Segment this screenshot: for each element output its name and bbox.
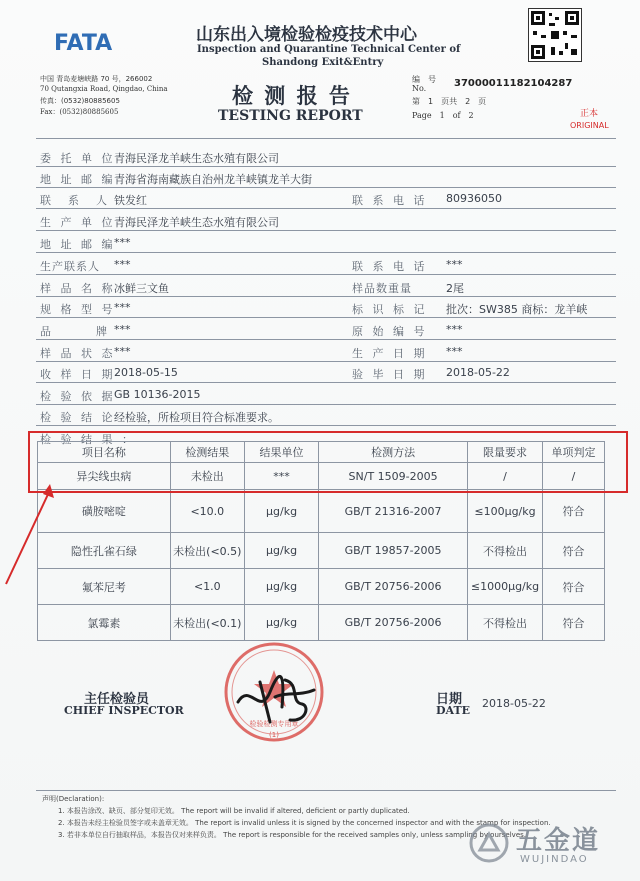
row-divider [36, 230, 616, 231]
producer-addr-label: 地 址 邮 编 [40, 238, 116, 251]
mark-value: 批次：SW385 商标：龙羊峡 [446, 303, 588, 316]
address-cn: 中国 青岛麦塘峡路 70 号，266002 [40, 75, 153, 83]
mark-label: 标 识 标 记 [352, 303, 428, 316]
prod-phone-value: *** [446, 258, 463, 271]
table-row [38, 533, 605, 569]
producer-label: 生 产 单 位 [40, 216, 116, 229]
cell-unit: μg/kg [244, 533, 318, 569]
conclusion-value: 经检验，所检项目符合标准要求。 [114, 411, 279, 424]
sample-name-label: 样 品 名 称 [40, 282, 116, 295]
table-row [38, 490, 605, 533]
cell-unit: μg/kg [244, 490, 318, 533]
original-mark-en: ORIGINAL [570, 121, 609, 130]
row-divider [36, 361, 616, 362]
seal-number: (1) [269, 731, 279, 739]
recv-date-value: 2018-05-15 [114, 366, 178, 379]
client-addr-label: 地 址 邮 编 [40, 173, 116, 186]
watermark [468, 818, 636, 876]
footer-divider [36, 790, 616, 791]
sample-qty-label: 样品数重量 [352, 282, 412, 295]
client-addr-value: 青海省海南藏族自治州龙羊峡镇龙羊大街 [114, 173, 312, 186]
cell-limit: 不得检出 [468, 605, 543, 641]
cell-unit: μg/kg [244, 605, 318, 641]
cell-method: GB/T 21316-2007 [319, 490, 468, 533]
date-label-cn: 日期 [436, 692, 463, 707]
state-value: *** [114, 345, 131, 358]
row-divider [36, 317, 616, 318]
org-name-cn: 山东出入境检验检疫技术中心 [196, 25, 417, 45]
row-divider [36, 166, 616, 167]
report-title-en: TESTING REPORT [218, 108, 363, 124]
prod-date-label: 生 产 日 期 [352, 347, 428, 360]
row-divider [36, 187, 616, 188]
declaration-1: 1. 本报告涂改、缺页、部分复印无效。 The report will be invalid if altered, deficient or partly duplicated. [58, 807, 410, 815]
state-label: 样 品 状 态 [40, 347, 116, 360]
header-divider [36, 138, 616, 139]
prod-contact-value: *** [114, 258, 131, 271]
done-date-value: 2018-05-22 [446, 366, 510, 379]
org-name-en-2: Shandong Exit&Entry [262, 57, 384, 68]
cell-limit: / [468, 463, 543, 490]
recv-date-label: 收 样 日 期 [40, 368, 116, 381]
cell-item: 氯霉素 [38, 605, 171, 641]
cell-unit: *** [244, 463, 318, 490]
row-divider [36, 425, 616, 426]
watermark-text-cn: 五金道 [516, 826, 601, 856]
report-no-label-cn: 编 号 [412, 75, 436, 84]
row-divider [36, 382, 616, 383]
cell-method: GB/T 20756-2006 [319, 569, 468, 605]
cell-method: SN/T 1509-2005 [319, 463, 468, 490]
qr-code-icon [528, 8, 582, 62]
table-row [38, 569, 605, 605]
col-header-item: 项目名称 [38, 442, 171, 463]
cell-item: 异尖线虫病 [38, 463, 171, 490]
declaration-title: 声明(Declaration): [42, 795, 105, 803]
basis-label: 检 验 依 据 [40, 390, 116, 403]
fax-line: Fax：(0532)80885605 [40, 108, 119, 116]
handwritten-signature [230, 662, 320, 732]
row-divider [36, 296, 616, 297]
cell-result: <1.0 [170, 569, 244, 605]
col-header-unit: 结果单位 [244, 442, 318, 463]
report-number: 37000011182104287 [454, 78, 573, 89]
watermark-text-en: WUJINDAO [520, 854, 589, 865]
col-header-limit: 限量要求 [468, 442, 543, 463]
watermark-logo-icon [468, 822, 510, 864]
page-info-cn: 第 1 页共 2 页 [412, 97, 487, 106]
logo-text: FATA [54, 31, 113, 56]
col-header-verdict: 单项判定 [542, 442, 604, 463]
fata-logo [52, 26, 114, 56]
brand-label: 品 牌 [40, 325, 110, 338]
prod-date-value: *** [446, 345, 463, 358]
basis-value: GB 10136-2015 [114, 388, 201, 401]
orig-no-value: *** [446, 323, 463, 336]
highlight-arrow-icon [0, 480, 70, 590]
org-name-en-1: Inspection and Quarantine Technical Center of [197, 44, 461, 55]
cell-verdict: 符合 [542, 490, 604, 533]
cell-result: 未检出(<0.5) [170, 533, 244, 569]
brand-value: *** [114, 323, 131, 336]
table-row [38, 605, 605, 641]
page-info-en: Page 1 of 2 [412, 111, 474, 120]
prod-phone-label: 联 系 电 话 [352, 260, 428, 273]
result-label: 检 验 结 果 ： [40, 433, 136, 446]
row-divider [36, 252, 616, 253]
report-no-label-en: No. [412, 84, 427, 93]
address-en: 70 Qutangxia Road, Qingdao, China [40, 85, 168, 93]
orig-no-label: 原 始 编 号 [352, 325, 428, 338]
cell-method: GB/T 20756-2006 [319, 605, 468, 641]
cell-limit: ≤1000μg/kg [468, 569, 543, 605]
client-value: 青海民泽龙羊峡生态水殖有限公司 [114, 152, 279, 165]
done-date-label: 验 毕 日 期 [352, 368, 428, 381]
highlight-box [28, 431, 628, 493]
report-title-cn: 检 测 报 告 [232, 84, 352, 108]
original-mark-cn: 正本 [580, 109, 599, 119]
row-divider [36, 339, 616, 340]
cell-limit: ≤100μg/kg [468, 490, 543, 533]
spec-label: 规 格 型 号 [40, 303, 116, 316]
col-header-result: 检测结果 [170, 442, 244, 463]
declaration-2: 2. 本报告未经主检验员签字或未盖章无效。 The report is invalid unless it is signed by the concerned inspector and with the stamp for inspection. [58, 819, 551, 827]
cell-result: 未检出(<0.1) [170, 605, 244, 641]
seal-text: 检验检测专用章 [249, 720, 299, 728]
cell-limit: 不得检出 [468, 533, 543, 569]
contact-value: 铁发红 [114, 194, 147, 207]
cell-item: 隐性孔雀石绿 [38, 533, 171, 569]
cell-method: GB/T 19857-2005 [319, 533, 468, 569]
prod-contact-label: 生产联系人 [40, 260, 100, 273]
row-divider [36, 404, 616, 405]
contact-label: 联 系 人 [40, 194, 110, 207]
spec-value: *** [114, 301, 131, 314]
col-header-method: 检测方法 [319, 442, 468, 463]
chief-inspector-label-cn: 主任检验员 [84, 692, 150, 707]
row-divider [36, 208, 616, 209]
cell-result: 未检出 [170, 463, 244, 490]
cell-result: <10.0 [170, 490, 244, 533]
row-divider [36, 274, 616, 275]
cell-unit: μg/kg [244, 569, 318, 605]
producer-addr-value: *** [114, 236, 131, 249]
conclusion-label: 检 验 结 论 [40, 411, 116, 424]
sample-qty-value: 2尾 [446, 282, 464, 295]
cell-verdict: 符合 [542, 569, 604, 605]
sample-name-value: 冰鲜三文鱼 [114, 282, 169, 295]
cell-verdict: 符合 [542, 605, 604, 641]
date-value: 2018-05-22 [482, 697, 546, 710]
date-label-en: DATE [436, 704, 471, 717]
tel-line: 传真：(0532)80885605 [40, 97, 120, 105]
phone-label: 联 系 电 话 [352, 194, 428, 207]
cell-verdict: / [542, 463, 604, 490]
declaration-3: 3. 若非本单位自行抽取样品，本报告仅对来样负责。 The report is responsible for the received samples only, unless sampling by ourselves. [58, 831, 527, 839]
chief-inspector-label-en: CHIEF INSPECTOR [64, 704, 184, 717]
cell-item: 磺胺嘧啶 [38, 490, 171, 533]
client-label: 委 托 单 位 [40, 152, 116, 165]
cell-verdict: 符合 [542, 533, 604, 569]
phone-value: 80936050 [446, 192, 502, 205]
producer-value: 青海民泽龙羊峡生态水殖有限公司 [114, 216, 279, 229]
cell-item: 氟苯尼考 [38, 569, 171, 605]
